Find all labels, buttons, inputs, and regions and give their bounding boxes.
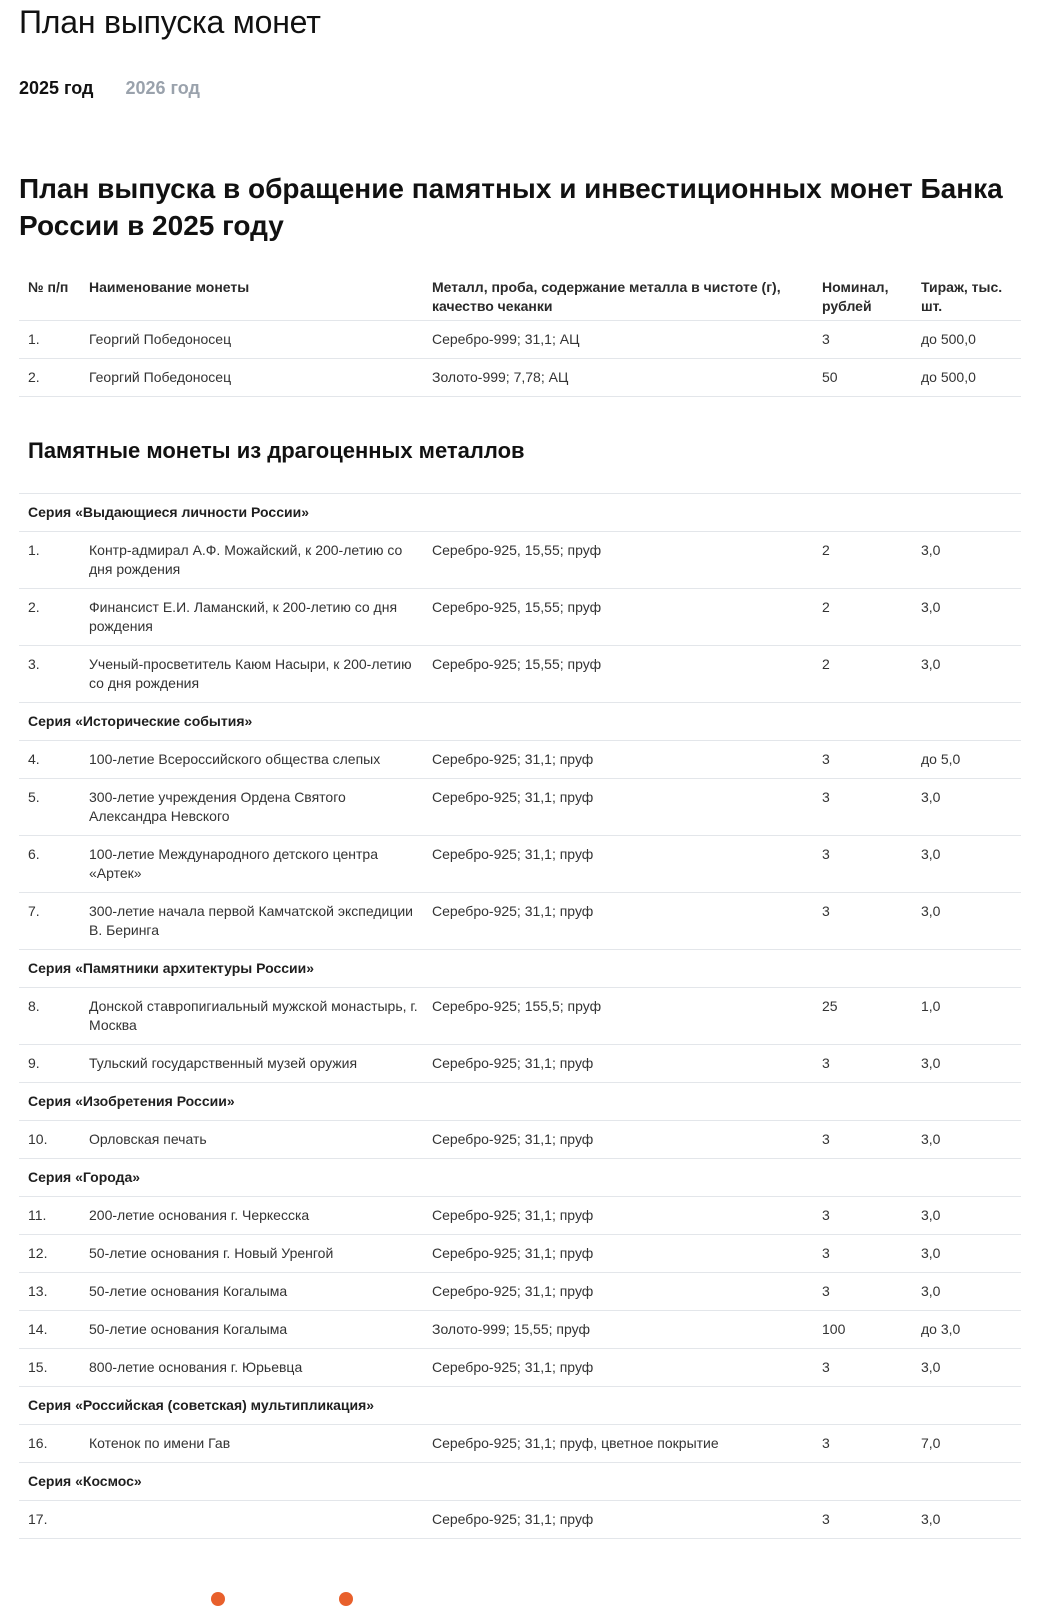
row-mintage: 3,0 — [921, 599, 941, 615]
table-row — [19, 359, 1021, 397]
row-nominal: 3 — [822, 1283, 830, 1299]
row-mintage: до 500,0 — [921, 331, 976, 347]
row-nominal: 3 — [822, 751, 830, 767]
row-num: 8. — [28, 998, 40, 1014]
table-row — [19, 741, 1021, 779]
row-name: 100-летие Всероссийского общества слепых — [89, 751, 381, 767]
page-title: План выпуска монет — [19, 4, 321, 40]
table-row — [19, 532, 1021, 589]
row-num: 6. — [28, 846, 40, 862]
row-name: Ученый-просветитель Каюм Насыри, к 200-летию со дня рождения — [89, 656, 412, 691]
row-metal: Серебро-925; 31,1; пруф — [432, 846, 594, 862]
row-mintage: 3,0 — [921, 1207, 941, 1223]
row-mintage: 3,0 — [921, 1245, 941, 1261]
investment-rows — [19, 321, 1021, 397]
row-name: Контр-адмирал А.Ф. Можайский, к 200-летию со дня рождения — [89, 542, 403, 577]
row-name: 100-летие Международного детского центра «Артек» — [89, 846, 378, 881]
row-mintage: 3,0 — [921, 1131, 941, 1147]
row-name: 50-летие основания Когалыма — [89, 1283, 288, 1299]
row-nominal: 2 — [822, 599, 830, 615]
row-mintage: 3,0 — [921, 1359, 941, 1375]
row-metal: Серебро-925; 31,1; пруф — [432, 751, 594, 767]
row-metal: Серебро-925; 31,1; пруф, цветное покрытие — [432, 1435, 719, 1451]
header-nominal: Номинал, рублей — [822, 279, 889, 314]
row-nominal: 3 — [822, 1359, 830, 1375]
row-num: 13. — [28, 1283, 48, 1299]
row-nominal: 3 — [822, 789, 830, 805]
row-metal: Золото-999; 7,78; АЦ — [432, 369, 569, 385]
row-name: Тульский государственный музей оружия — [89, 1055, 358, 1071]
row-name: Георгий Победоносец — [89, 369, 232, 385]
row-metal: Серебро-925; 31,1; пруф — [432, 1245, 594, 1261]
row-mintage: до 5,0 — [921, 751, 961, 767]
row-num: 11. — [28, 1207, 47, 1223]
year-tabs — [19, 78, 200, 99]
row-name: Финансист Е.И. Ламанский, к 200-летию со дня рождения — [89, 599, 398, 634]
table-row — [19, 589, 1021, 646]
row-metal: Серебро-925; 31,1; пруф — [432, 903, 594, 919]
series-title: Серия «Изобретения России» — [19, 1083, 1021, 1121]
series-title: Серия «Памятники архитектуры России» — [19, 950, 1021, 988]
row-mintage: 3,0 — [921, 789, 941, 805]
row-num: 3. — [28, 656, 40, 672]
table-row — [19, 1425, 1021, 1463]
row-metal: Серебро-925; 31,1; пруф — [432, 1131, 594, 1147]
row-num: 4. — [28, 751, 40, 767]
row-nominal: 100 — [822, 1321, 846, 1337]
row-name: 50-летие основания г. Новый Уренгой — [89, 1245, 334, 1261]
coin-plan-table — [19, 272, 1021, 1539]
row-name: 50-летие основания Когалыма — [89, 1321, 288, 1337]
table-row — [19, 1311, 1021, 1349]
series-title: Серия «Города» — [19, 1159, 1021, 1197]
row-mintage: 3,0 — [921, 1055, 941, 1071]
row-name: Котенок по имени Гав — [89, 1435, 231, 1451]
row-num: 14. — [28, 1321, 48, 1337]
table-row — [19, 1349, 1021, 1387]
row-metal: Серебро-925, 15,55; пруф — [432, 542, 602, 558]
table-row — [19, 1121, 1021, 1159]
table-row — [19, 988, 1021, 1045]
row-num: 10. — [28, 1131, 48, 1147]
commemorative-title: Памятные монеты из драгоценных металлов — [19, 397, 1021, 494]
row-mintage: до 3,0 — [921, 1321, 961, 1337]
row-name: Донской ставропигиальный мужской монастырь, г. Москва — [89, 998, 418, 1033]
series-title: Серия «Космос» — [19, 1463, 1021, 1501]
row-metal: Серебро-925; 15,55; пруф — [432, 656, 602, 672]
row-name: 200-летие основания г. Черкесска — [89, 1207, 310, 1223]
decorative-dot-right — [339, 1592, 353, 1606]
row-mintage: 3,0 — [921, 542, 941, 558]
row-num: 5. — [28, 789, 40, 805]
table-row — [19, 1273, 1021, 1311]
series-title: Серия «Исторические события» — [19, 703, 1021, 741]
row-metal: Серебро-925, 15,55; пруф — [432, 599, 602, 615]
row-mintage: до 500,0 — [921, 369, 976, 385]
tab-2026[interactable]: 2026 год — [125, 78, 200, 98]
row-nominal: 25 — [822, 998, 838, 1014]
row-name: 800-летие основания г. Юрьевца — [89, 1359, 303, 1375]
row-nominal: 3 — [822, 903, 830, 919]
row-metal: Серебро-925; 31,1; пруф — [432, 1055, 594, 1071]
row-metal: Серебро-925; 31,1; пруф — [432, 1207, 594, 1223]
row-metal: Серебро-925; 31,1; пруф — [432, 1283, 594, 1299]
row-metal: Серебро-925; 31,1; пруф — [432, 1511, 594, 1527]
row-nominal: 3 — [822, 846, 830, 862]
row-num: 1. — [28, 331, 40, 347]
series-title: Серия «Выдающиеся личности России» — [19, 494, 1021, 532]
row-nominal: 3 — [822, 1131, 830, 1147]
table-header — [19, 272, 1021, 321]
header-metal: Металл, проба, содержание металла в чистоте (г), качество чеканки — [432, 279, 781, 314]
row-metal: Серебро-999; 31,1; АЦ — [432, 331, 580, 347]
row-name: 300-летие учреждения Ордена Святого Александра Невского — [89, 789, 346, 824]
row-mintage: 3,0 — [921, 656, 941, 672]
row-name: Георгий Победоносец — [89, 331, 232, 347]
row-name — [89, 1510, 432, 1538]
row-metal: Серебро-925; 31,1; пруф — [432, 1359, 594, 1375]
row-name: 300-летие начала первой Камчатской экспедиции В. Беринга — [89, 903, 413, 938]
header-name: Наименование монеты — [89, 279, 250, 295]
row-num: 16. — [28, 1435, 48, 1451]
row-num: 1. — [28, 542, 40, 558]
table-row — [19, 1197, 1021, 1235]
row-num: 17. — [28, 1511, 48, 1527]
row-metal: Серебро-925; 155,5; пруф — [432, 998, 602, 1014]
row-num: 7. — [28, 903, 40, 919]
row-nominal: 3 — [822, 1435, 830, 1451]
table-row — [19, 836, 1021, 893]
row-num: 2. — [28, 369, 40, 385]
table-row — [19, 779, 1021, 836]
row-mintage: 3,0 — [921, 1283, 941, 1299]
table-row — [19, 1045, 1021, 1083]
row-mintage: 7,0 — [921, 1435, 941, 1451]
row-num: 9. — [28, 1055, 40, 1071]
row-num: 15. — [28, 1359, 48, 1375]
plan-heading: План выпуска в обращение памятных и инвестиционных монет Банка России в 2025 году — [19, 173, 1003, 241]
row-name: Орловская печать — [89, 1131, 207, 1147]
row-mintage: 3,0 — [921, 903, 941, 919]
row-mintage: 3,0 — [921, 846, 941, 862]
series-title: Серия «Российская (советская) мультипликация» — [19, 1387, 1021, 1425]
header-num: № п/п — [28, 279, 69, 295]
row-nominal: 3 — [822, 1511, 830, 1527]
table-row — [19, 893, 1021, 950]
row-mintage: 1,0 — [921, 998, 941, 1014]
row-nominal: 3 — [822, 1245, 830, 1261]
header-mintage: Тираж, тыс. шт. — [921, 279, 1003, 314]
row-num: 12. — [28, 1245, 48, 1261]
row-nominal: 3 — [822, 1055, 830, 1071]
series-rows — [19, 494, 1021, 1539]
table-row — [19, 321, 1021, 359]
row-nominal: 3 — [822, 1207, 830, 1223]
row-nominal: 2 — [822, 542, 830, 558]
decorative-dot-left — [211, 1592, 225, 1606]
row-num: 2. — [28, 599, 40, 615]
tab-2025[interactable]: 2025 год — [19, 78, 94, 98]
row-mintage: 3,0 — [921, 1511, 941, 1527]
row-nominal: 3 — [822, 331, 830, 347]
table-row — [19, 1501, 1021, 1539]
row-metal: Золото-999; 15,55; пруф — [432, 1321, 590, 1337]
table-row — [19, 1235, 1021, 1273]
row-metal: Серебро-925; 31,1; пруф — [432, 789, 594, 805]
table-row — [19, 646, 1021, 703]
row-nominal: 2 — [822, 656, 830, 672]
row-nominal: 50 — [822, 369, 838, 385]
